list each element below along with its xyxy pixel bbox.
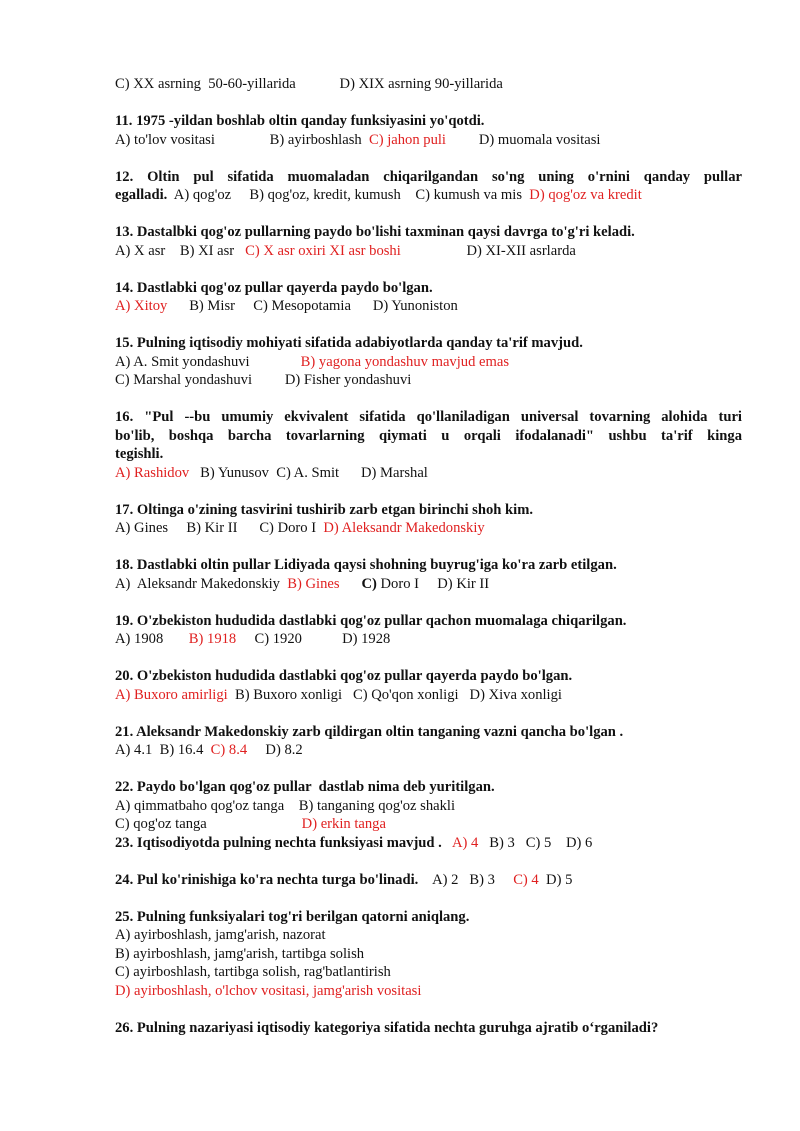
question-18: 18. Dastlabki oltin pullar Lidiyada qaysi shohning buyrug'iga ko'ra zarb etilgan. [115,557,617,573]
q16-options [115,464,742,483]
question-16-line1: 16. "Pul --bu umumiy ekvivalent sifatida qo'llaniladigan universal tovarning alohida turi [115,409,742,425]
option-c: C) ayirboshlash, tartibga solish, rag'batlantirish [115,964,391,980]
option-b: B) tanganing qog'oz shakli [298,797,456,814]
question-14: 14. Dastlabki qog'oz pullar qayerda paydo bo'lgan. [115,279,433,296]
option-c: Doro I [376,575,420,592]
option-d: D) 8.2 [265,742,303,758]
option-d-answer: D) ayirboshlash, o'lchov vositasi, jamg'arish vositasi [115,982,422,999]
option-a: A) A. Smit yondashuvi [115,353,250,370]
option-a: A) X asr [115,242,166,259]
option-c: C) Marshal yondashuvi [115,372,253,388]
option-a: A) Aleksandr Makedonskiy [115,575,280,592]
option-a: A) to'lov vositasi [115,131,215,148]
q13-options [115,242,742,261]
option-d-answer: D) qog'oz va kredit [529,187,642,203]
option-c: C) Mesopotamia [253,298,351,314]
question-21: 21. Aleksandr Makedonskiy zarb qildirgan oltin tanganing vazni qancha bo'lgan . [115,723,624,740]
option-c-answer: C) jahon puli [368,131,446,148]
option-b: B) ayirboshlash [269,131,362,148]
option-b: B) Buxoro xonligi [234,686,343,703]
question-12-end: egalladi. [115,187,168,203]
option-d: D) XI-XII asrlarda [466,242,576,259]
q10-options-cd [115,75,742,94]
question-16-line3: tegishli. [115,446,164,462]
q22-options-cd [115,815,742,834]
option-b: B) 3 [469,871,495,888]
question-11: 11. 1975 -yildan boshlab oltin qanday funksiyasini yo'qotdi. [115,113,485,129]
question-26: 26. Pulning nazariyasi iqtisodiy kategoriya sifatida nechta guruhga ajratib o‘rganiladi? [115,1019,659,1036]
question-23: 23. Iqtisodiyotda pulning nechta funksiyasi mavjud . [115,834,442,851]
option-d: D) Fisher yondashuvi [284,372,412,388]
question-12: 12. Oltin pul sifatida muomaladan chiqarilgandan so'ng uning o'rnini qanday pullar [115,168,742,185]
option-b-answer: B) yagona yondashuv mavjud emas [300,353,509,370]
option-b-answer: B) Gines [287,575,340,592]
option-b-answer: B) 1918 [188,631,237,647]
question-19: 19. O'zbekiston hududida dastlabki qog'oz pullar qachon muomalaga chiqarilgan. [115,612,627,629]
q22-options-ab [115,797,742,816]
q19-options [115,630,742,649]
q11-options [115,131,742,150]
option-a-answer: A) 4 [451,834,479,851]
option-d: D) Kir II [437,575,490,592]
option-c-letter: C) [361,575,377,592]
q20-options [115,686,742,705]
option-d: D) Yunoniston [372,298,458,314]
question-15: 15. Pulning iqtisodiy mohiyati sifatida adabiyotlarda qanday ta'rif mavjud. [115,335,583,351]
option-a: A) 2 [432,871,459,888]
option-a-answer: A) Rashidov [115,464,190,481]
option-b: B) Kir II [186,520,238,536]
option-c: C) A. Smit [276,464,340,481]
option-d-answer: D) erkin tanga [301,816,386,832]
option-a: A) qog'oz [173,187,232,203]
option-c-answer: C) 4 [513,871,539,888]
q23-row [115,834,742,853]
option-d: D) 6 [565,834,593,851]
option-a: A) 4.1 [115,742,153,758]
option-b: B) qog'oz, kredit, kumush [249,187,401,203]
option-c: C) 1920 [254,631,302,647]
question-24: 24. Pul ko'rinishiga ko'ra nechta turga bo'linadi. [115,871,419,888]
q12-options [115,186,742,205]
option-a: A) qimmatbaho qog'oz tanga [115,797,285,814]
option-d: D) muomala vositasi [478,131,601,148]
question-17: 17. Oltinga o'zining tasvirini tushirib zarb etgan birinchi shoh kim. [115,501,534,518]
option-b: B) XI asr [179,242,235,259]
option-c: C) Doro I [259,520,317,536]
option-d-answer: D) Aleksandr Makedonskiy [323,520,485,536]
question-13: 13. Dastalbki qog'oz pullarning paydo bo'lishi taxminan qaysi davrga to'g'ri keladi. [115,224,635,240]
option-a: A) 1908 [115,631,164,647]
option-c-answer: C) 8.4 [210,742,248,758]
q15-options-cd [115,371,742,390]
question-25: 25. Pulning funksiyalari tog'ri berilgan qatorni aniqlang. [115,908,470,925]
q21-options [115,741,742,760]
option-a-answer: A) Buxoro amirligi [115,686,228,703]
question-22: 22. Paydo bo'lgan qog'oz pullar dastlab nima deb yuritilgan. [115,779,495,795]
option-c: C) qog'oz tanga [115,816,207,832]
q17-options [115,519,742,538]
option-b: B) ayirboshlash, jamg'arish, tartibga solish [115,945,365,962]
option-d: D) Marshal [360,464,428,481]
option-d: D) Xiva xonligi [469,686,562,703]
option-c: C) Qo'qon xonligi [352,686,459,703]
option-d: D) 1928 [342,631,391,647]
question-16-line2: bo'lib, boshqa barcha tovarlarning qiymati u orqali ifodalanadi" ushbu ta'rif kinga [115,427,742,444]
option-c: C) 5 [525,834,552,851]
option-c: C) XX asrning 50-60-yillarida [115,76,296,92]
q24-row [115,871,742,890]
option-a: A) ayirboshlash, jamg'arish, nazorat [115,927,326,943]
q18-options [115,575,742,594]
option-c: C) kumush va mis [415,187,522,203]
option-b: B) 3 [489,834,515,851]
option-d: D) 5 [546,871,573,888]
option-b: B) Misr [189,298,235,314]
option-a-answer: A) Xitoy [115,298,168,314]
question-20: 20. O'zbekiston hududida dastlabki qog'oz pullar qayerda paydo bo'lgan. [115,668,573,684]
option-c-answer: C) X asr oxiri XI asr boshi [245,242,401,259]
q14-options [115,297,742,316]
option-b: B) Yunusov [200,464,269,481]
option-b: B) 16.4 [159,742,204,758]
document-page [115,75,742,1037]
option-a: A) Gines [115,520,169,536]
option-d: D) XIX asrning 90-yillarida [339,76,503,92]
q15-options-ab [115,353,742,372]
